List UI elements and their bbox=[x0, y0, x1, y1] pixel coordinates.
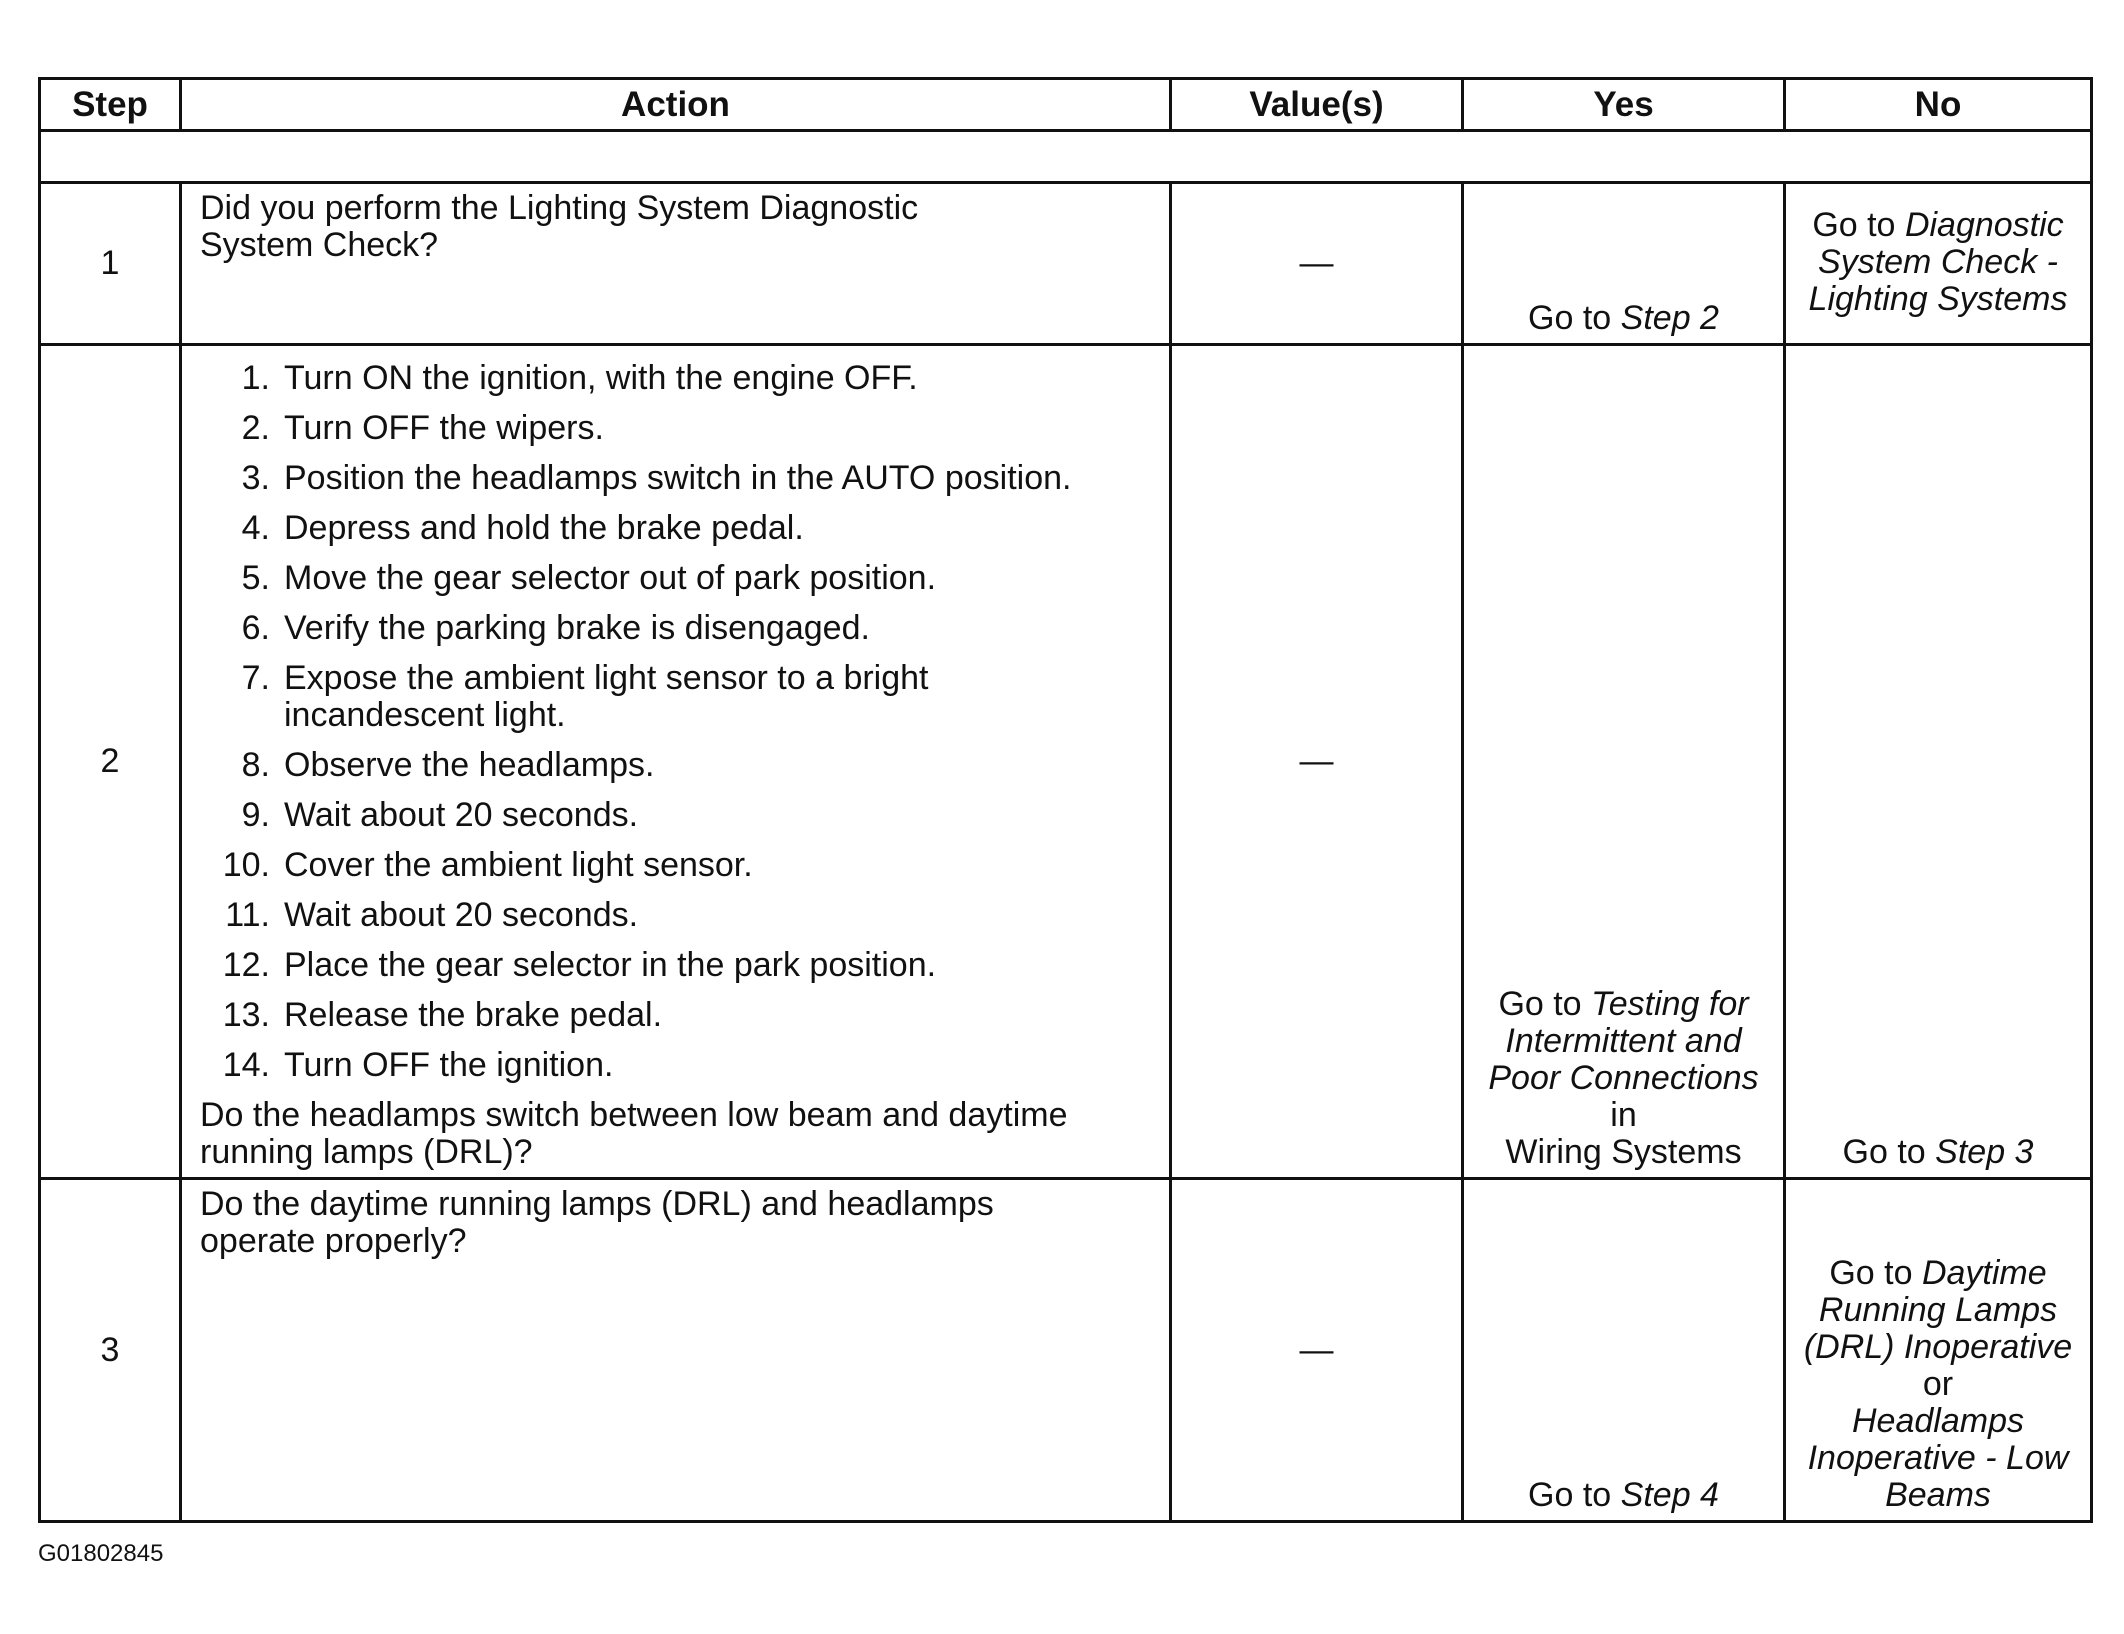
header-action: Action bbox=[181, 79, 1171, 131]
substep-list bbox=[200, 360, 1151, 1084]
substep-text: Place the gear selector in the park position. bbox=[284, 946, 937, 984]
no-prefix: Go to bbox=[1829, 1254, 1913, 1292]
list-item bbox=[200, 360, 1151, 397]
figure-id: G01802845 bbox=[38, 1540, 164, 1567]
substep-text: Expose the ambient light sensor to a bright incandescent light. bbox=[284, 659, 929, 734]
substep-text: Wait about 20 seconds. bbox=[284, 796, 639, 834]
value-cell: — bbox=[1171, 345, 1463, 1179]
step-number: 1 bbox=[40, 183, 181, 345]
substep-text: Turn ON the ignition, with the engine OFF. bbox=[284, 359, 918, 397]
step-number: 2 bbox=[40, 345, 181, 1179]
substep-text: Turn OFF the ignition. bbox=[284, 1046, 614, 1084]
substep-number: 13. bbox=[222, 996, 270, 1034]
no-cell bbox=[1785, 345, 2092, 1179]
substep-number: 12. bbox=[222, 946, 270, 984]
yes-link[interactable]: Step 2 bbox=[1620, 299, 1719, 337]
list-item bbox=[200, 510, 1151, 547]
no-link-2[interactable]: Headlamps Inoperative - Low Beams bbox=[1807, 1402, 2069, 1514]
list-item bbox=[200, 610, 1151, 647]
substep-text: Wait about 20 seconds. bbox=[284, 896, 639, 934]
no-link[interactable]: Daytime Running Lamps (DRL) Inoperative bbox=[1803, 1254, 2073, 1366]
list-item bbox=[200, 660, 1151, 734]
no-link[interactable]: Diagnostic System Check - Lighting Systems bbox=[1808, 206, 2068, 318]
action-question: Did you perform the Lighting System Diagnostic System Check? bbox=[200, 189, 919, 264]
list-item bbox=[200, 797, 1151, 834]
substep-number: 5. bbox=[241, 559, 270, 597]
no-link[interactable]: Step 3 bbox=[1935, 1133, 2034, 1171]
value-cell: — bbox=[1171, 183, 1463, 345]
yes-cell bbox=[1463, 183, 1785, 345]
substep-text: Turn OFF the wipers. bbox=[284, 409, 604, 447]
substep-text: Position the headlamps switch in the AUTO position. bbox=[284, 459, 1072, 497]
value-cell: — bbox=[1171, 1179, 1463, 1522]
action-cell bbox=[181, 1179, 1171, 1522]
list-item bbox=[200, 410, 1151, 447]
list-item bbox=[200, 847, 1151, 884]
substep-number: 3. bbox=[241, 459, 270, 497]
table-row-step-1 bbox=[40, 183, 2092, 345]
substep-number: 6. bbox=[241, 609, 270, 647]
list-item bbox=[200, 560, 1151, 597]
substep-number: 4. bbox=[241, 509, 270, 547]
header-row bbox=[40, 79, 2092, 131]
yes-suffix: Wiring Systems bbox=[1505, 1133, 1742, 1171]
yes-prefix: Go to bbox=[1528, 299, 1612, 337]
table-row-step-2 bbox=[40, 345, 2092, 1179]
substep-number: 10. bbox=[222, 846, 270, 884]
yes-link[interactable]: Testing for Intermittent and Poor Connections bbox=[1488, 985, 1759, 1097]
list-item bbox=[200, 947, 1151, 984]
substep-number: 7. bbox=[241, 659, 270, 697]
yes-link[interactable]: Step 4 bbox=[1620, 1476, 1719, 1514]
header-step: Step bbox=[40, 79, 181, 131]
yes-cell bbox=[1463, 345, 1785, 1179]
substep-number: 2. bbox=[241, 409, 270, 447]
step-number: 3 bbox=[40, 1179, 181, 1522]
substep-text: Move the gear selector out of park position. bbox=[284, 559, 937, 597]
substep-number: 8. bbox=[241, 746, 270, 784]
no-prefix: Go to bbox=[1812, 206, 1896, 244]
substep-text: Depress and hold the brake pedal. bbox=[284, 509, 804, 547]
action-question: Do the headlamps switch between low beam and daytime running lamps (DRL)? bbox=[200, 1096, 1068, 1171]
yes-prefix: Go to bbox=[1528, 1476, 1612, 1514]
header-no: No bbox=[1785, 79, 2092, 131]
blank-cell bbox=[40, 131, 2092, 183]
action-cell bbox=[181, 345, 1171, 1179]
no-mid: or bbox=[1922, 1365, 1954, 1403]
substep-text: Observe the headlamps. bbox=[284, 746, 655, 784]
substep-number: 9. bbox=[241, 796, 270, 834]
substep-number: 14. bbox=[222, 1046, 270, 1084]
substep-number: 11. bbox=[225, 896, 270, 934]
substep-number: 1. bbox=[241, 359, 270, 397]
substep-text: Cover the ambient light sensor. bbox=[284, 846, 753, 884]
no-cell bbox=[1785, 183, 2092, 345]
no-cell bbox=[1785, 1179, 2092, 1522]
action-cell bbox=[181, 183, 1171, 345]
list-item bbox=[200, 460, 1151, 497]
header-values: Value(s) bbox=[1171, 79, 1463, 131]
yes-mid: in bbox=[1610, 1096, 1637, 1134]
list-item bbox=[200, 997, 1151, 1034]
yes-prefix: Go to bbox=[1498, 985, 1582, 1023]
table-row-step-3 bbox=[40, 1179, 2092, 1522]
action-question: Do the daytime running lamps (DRL) and headlamps operate properly? bbox=[200, 1185, 994, 1260]
header-yes: Yes bbox=[1463, 79, 1785, 131]
diagnostic-table-container bbox=[38, 77, 2090, 1523]
no-prefix: Go to bbox=[1842, 1133, 1926, 1171]
substep-text: Verify the parking brake is disengaged. bbox=[284, 609, 870, 647]
list-item bbox=[200, 897, 1151, 934]
diagnostic-table bbox=[38, 77, 2093, 1523]
substep-text: Release the brake pedal. bbox=[284, 996, 663, 1034]
list-item bbox=[200, 1047, 1151, 1084]
list-item bbox=[200, 747, 1151, 784]
yes-cell bbox=[1463, 1179, 1785, 1522]
blank-row bbox=[40, 131, 2092, 183]
